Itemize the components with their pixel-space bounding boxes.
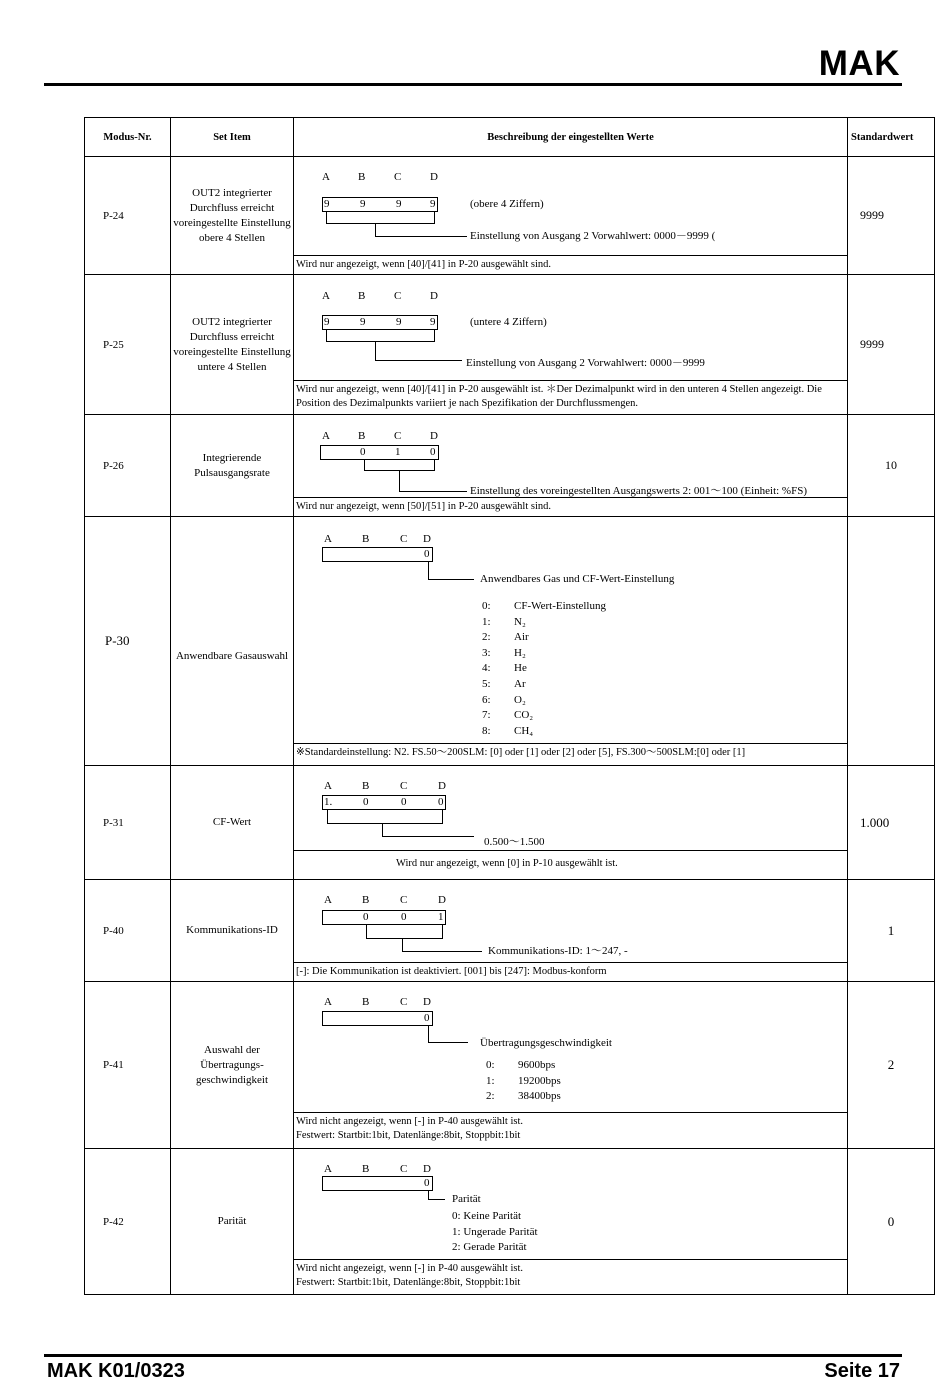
digit: 9 [324, 198, 330, 210]
mode-cell: P-25 [85, 275, 171, 415]
std-cell: 1.000 [848, 766, 935, 880]
option-list [452, 1209, 538, 1256]
letter-b: B [362, 894, 370, 906]
letter-c: C [400, 894, 408, 906]
bracket-line [326, 223, 435, 224]
footer-rule [44, 1354, 902, 1357]
digit-box [320, 445, 439, 460]
digit-box [322, 197, 438, 212]
bracket-line [428, 1199, 445, 1200]
note-line: Festwert: Startbit:1bit, Datenlänge:8bit, Stoppbit:1bit [296, 1130, 521, 1141]
side-label: (untere 4 Ziffern) [470, 316, 547, 328]
digit-diagram [294, 415, 847, 497]
letter-a: A [324, 1163, 332, 1175]
bracket-line [375, 236, 467, 237]
digit-box [322, 315, 438, 330]
std-cell: 0 [848, 1149, 935, 1295]
item-cell: Parität [171, 1149, 294, 1295]
letter-a: A [322, 290, 330, 302]
digit-diagram [294, 1149, 847, 1259]
digit: 9 [430, 316, 436, 328]
digit: 9 [360, 316, 366, 328]
digit-diagram [294, 517, 847, 743]
note-text: Wird nur angezeigt, wenn [50]/[51] in P-20 ausgewählt sind. [294, 497, 847, 516]
digit: 9 [430, 198, 436, 210]
header-mode: Modus-Nr. [85, 118, 171, 157]
desc-text: 0.500～1.500 [484, 836, 545, 848]
item-cell: Auswahl der Übertragungs-geschwindigkeit [171, 982, 294, 1149]
bracket-line [375, 341, 376, 361]
bracket-line [428, 562, 429, 580]
bracket-line [366, 925, 367, 939]
list-item: 0: Keine Parität [452, 1210, 522, 1222]
option-list [486, 1058, 561, 1105]
letter-b: B [358, 290, 366, 302]
letter-b: B [362, 533, 370, 545]
letter-a: A [324, 533, 332, 545]
header-std: Standardwert [848, 118, 935, 157]
bracket-line [382, 836, 474, 837]
list-item: 1: N₂ [482, 615, 526, 628]
letter-a: A [324, 996, 332, 1008]
digit: 0 [360, 446, 366, 458]
mode-cell: P-42 [85, 1149, 171, 1295]
item-cell: Anwendbare Gasauswahl [171, 517, 294, 766]
table-row [85, 517, 935, 766]
footer-page-number: Seite 17 [824, 1360, 900, 1382]
table-row [85, 1149, 935, 1295]
letter-d: D [423, 533, 431, 545]
desc-text: Anwendbares Gas und CF-Wert-Einstellung [480, 573, 675, 585]
digit: 9 [396, 198, 402, 210]
list-item: 3: H₂ [482, 646, 526, 659]
table-row [85, 415, 935, 517]
digit: 0 [424, 1177, 430, 1189]
desc-cell [294, 982, 848, 1149]
letter-c: C [400, 996, 408, 1008]
letter-b: B [358, 171, 366, 183]
note-text [294, 1259, 847, 1292]
note-text: Wird nur angezeigt, wenn [0] in P-10 ausgewählt ist. [294, 850, 847, 877]
note-line: Wird nicht angezeigt, wenn [-] in P-40 ausgewählt ist. [296, 1116, 524, 1127]
mode-cell: P-24 [85, 157, 171, 275]
desc-text: Einstellung des voreingestellten Ausgangswerts 2: 001～100 (Einheit: %FS) [470, 485, 807, 497]
note-line: Festwert: Startbit:1bit, Datenlänge:8bit, Stoppbit:1bit [296, 1277, 521, 1288]
desc-cell [294, 517, 848, 766]
std-cell: 1 [848, 880, 935, 982]
mode-cell: P-30 [85, 517, 171, 766]
digit: 1. [324, 796, 333, 808]
std-cell: 9999 [848, 275, 935, 415]
digit: 0 [430, 446, 436, 458]
item-cell: OUT2 integrierter Durchfluss erreicht voreingestellte Einstellung obere 4 Stellen [171, 157, 294, 275]
std-cell [848, 517, 935, 766]
list-item: 2: Gerade Parität [452, 1241, 527, 1253]
letter-d: D [430, 430, 438, 442]
digit: 0 [438, 796, 444, 808]
digit: 9 [360, 198, 366, 210]
digit: 9 [324, 316, 330, 328]
mode-cell: P-26 [85, 415, 171, 517]
note-text: [-]: Die Kommunikation ist deaktiviert. [001] bis [247]: Modbus-konform [294, 962, 847, 981]
letter-c: C [394, 290, 402, 302]
list-item: 6: O₂ [482, 693, 526, 706]
bracket-line [428, 1042, 468, 1043]
note-text [294, 1112, 847, 1145]
digit-box [322, 795, 446, 810]
table-row [85, 766, 935, 880]
desc-text: Übertragungsgeschwindigkeit [480, 1037, 612, 1049]
letter-b: B [362, 1163, 370, 1175]
bracket-line [366, 938, 443, 939]
bracket-line [428, 579, 474, 580]
desc-text: Kommunikations-ID: 1～247, - [488, 945, 628, 957]
table-row [85, 157, 935, 275]
parameter-table [84, 117, 935, 1295]
table-header-row [85, 118, 935, 157]
letter-a: A [324, 780, 332, 792]
side-label: (obere 4 Ziffern) [470, 198, 544, 210]
digit-diagram [294, 157, 847, 255]
header-item: Set Item [171, 118, 294, 157]
bracket-line [399, 491, 467, 492]
digit-box [322, 1011, 433, 1026]
std-cell: 9999 [848, 157, 935, 275]
option-list [482, 599, 606, 739]
footer-doc-id: MAK K01/0323 [47, 1360, 185, 1382]
desc-cell [294, 880, 848, 982]
digit: 1 [438, 911, 444, 923]
item-cell: CF-Wert [171, 766, 294, 880]
letter-c: C [400, 1163, 408, 1175]
desc-cell [294, 415, 848, 517]
bracket-line [399, 470, 400, 492]
desc-cell [294, 157, 848, 275]
letter-d: D [430, 290, 438, 302]
bracket-line [428, 1026, 429, 1043]
letter-b: B [358, 430, 366, 442]
letter-d: D [430, 171, 438, 183]
bracket-line [402, 938, 403, 952]
bracket-line [375, 360, 462, 361]
digit: 0 [401, 796, 407, 808]
bracket-line [364, 460, 365, 470]
digit: 0 [424, 548, 430, 560]
mode-cell: P-41 [85, 982, 171, 1149]
bracket-line [327, 810, 328, 824]
digit-diagram [294, 275, 847, 380]
letter-b: B [362, 780, 370, 792]
digit: 0 [363, 911, 369, 923]
list-item: 1: 19200bps [486, 1074, 561, 1087]
note-line: Wird nicht angezeigt, wenn [-] in P-40 ausgewählt ist. [296, 1263, 524, 1274]
bracket-line [434, 330, 435, 341]
bracket-line [382, 823, 383, 837]
letter-a: A [322, 171, 330, 183]
bracket-line [375, 223, 376, 237]
letter-d: D [423, 996, 431, 1008]
mode-cell: P-40 [85, 880, 171, 982]
list-item: 8: CH₄ [482, 724, 534, 737]
desc-text: Einstellung von Ausgang 2 Vorwahlwert: 0000－9999 [466, 357, 705, 369]
item-cell: Kommunikations-ID [171, 880, 294, 982]
letter-c: C [400, 780, 408, 792]
item-cell: OUT2 integrierter Durchfluss erreicht voreingestellte Einstellung untere 4 Stellen [171, 275, 294, 415]
mode-cell: P-31 [85, 766, 171, 880]
table-row [85, 275, 935, 415]
desc-cell [294, 275, 848, 415]
letter-c: C [394, 430, 402, 442]
letter-d: D [438, 894, 446, 906]
bracket-line [434, 460, 435, 470]
header-rule [44, 83, 902, 86]
page-header-title: MAK [818, 44, 900, 83]
letter-c: C [400, 533, 408, 545]
letter-b: B [362, 996, 370, 1008]
bracket-line [402, 951, 482, 952]
note-text: Wird nur angezeigt, wenn [40]/[41] in P-20 ausgewählt sind. [294, 255, 847, 274]
bracket-line [326, 341, 435, 342]
std-cell: 2 [848, 982, 935, 1149]
note-text: ※Standardeinstellung: N2. FS.50～200SLM: [0] oder [1] oder [2] oder [5], FS.300～500SLM:[0] oder [1] [294, 743, 847, 762]
desc-cell [294, 1149, 848, 1295]
list-item: 4: He [482, 662, 527, 675]
note-text: Wird nur angezeigt, wenn [40]/[41] in P-20 ausgewählt ist. ＊Der Dezimalpunkt wird in den unteren 4 Stellen angezeigt. Die Position des Dezimalpunkts variiert je nach Spezifikation der Durchflussmengen. [294, 380, 847, 413]
desc-text: Einstellung von Ausgang 2 Vorwahlwert: 0000－9999 ( [470, 230, 716, 242]
bracket-line [327, 823, 443, 824]
digit-box [322, 1176, 433, 1191]
digit-diagram [294, 766, 847, 850]
letter-a: A [324, 894, 332, 906]
bracket-line [326, 212, 327, 223]
digit: 9 [396, 316, 402, 328]
letter-d: D [438, 780, 446, 792]
digit-box [322, 910, 446, 925]
table-row [85, 880, 935, 982]
letter-a: A [322, 430, 330, 442]
digit: 0 [424, 1012, 430, 1024]
table-row [85, 982, 935, 1149]
bracket-line [442, 810, 443, 824]
std-cell: 10 [848, 415, 935, 517]
desc-cell [294, 766, 848, 880]
list-item: 1: Ungerade Parität [452, 1225, 538, 1238]
item-cell: Integrierende Pulsausgangsrate [171, 415, 294, 517]
list-item: 0: CF-Wert-Einstellung [482, 600, 606, 612]
bracket-line [434, 212, 435, 223]
bracket-line [326, 330, 327, 341]
list-item: 2: Air [482, 631, 529, 644]
letter-c: C [394, 171, 402, 183]
digit: 0 [363, 796, 369, 808]
list-item: 2: 38400bps [486, 1090, 561, 1102]
list-item: 7: CO₂ [482, 709, 534, 722]
desc-text: Parität [452, 1193, 481, 1205]
bracket-line [442, 925, 443, 939]
letter-d: D [423, 1163, 431, 1175]
digit-diagram [294, 880, 847, 962]
digit: 1 [395, 446, 401, 458]
header-desc: Beschreibung der eingestellten Werte [294, 118, 848, 157]
digit-box [322, 547, 433, 562]
digit: 0 [401, 911, 407, 923]
digit-diagram [294, 982, 847, 1112]
list-item: 0: 9600bps [486, 1059, 556, 1071]
list-item: 5: Ar [482, 677, 526, 690]
